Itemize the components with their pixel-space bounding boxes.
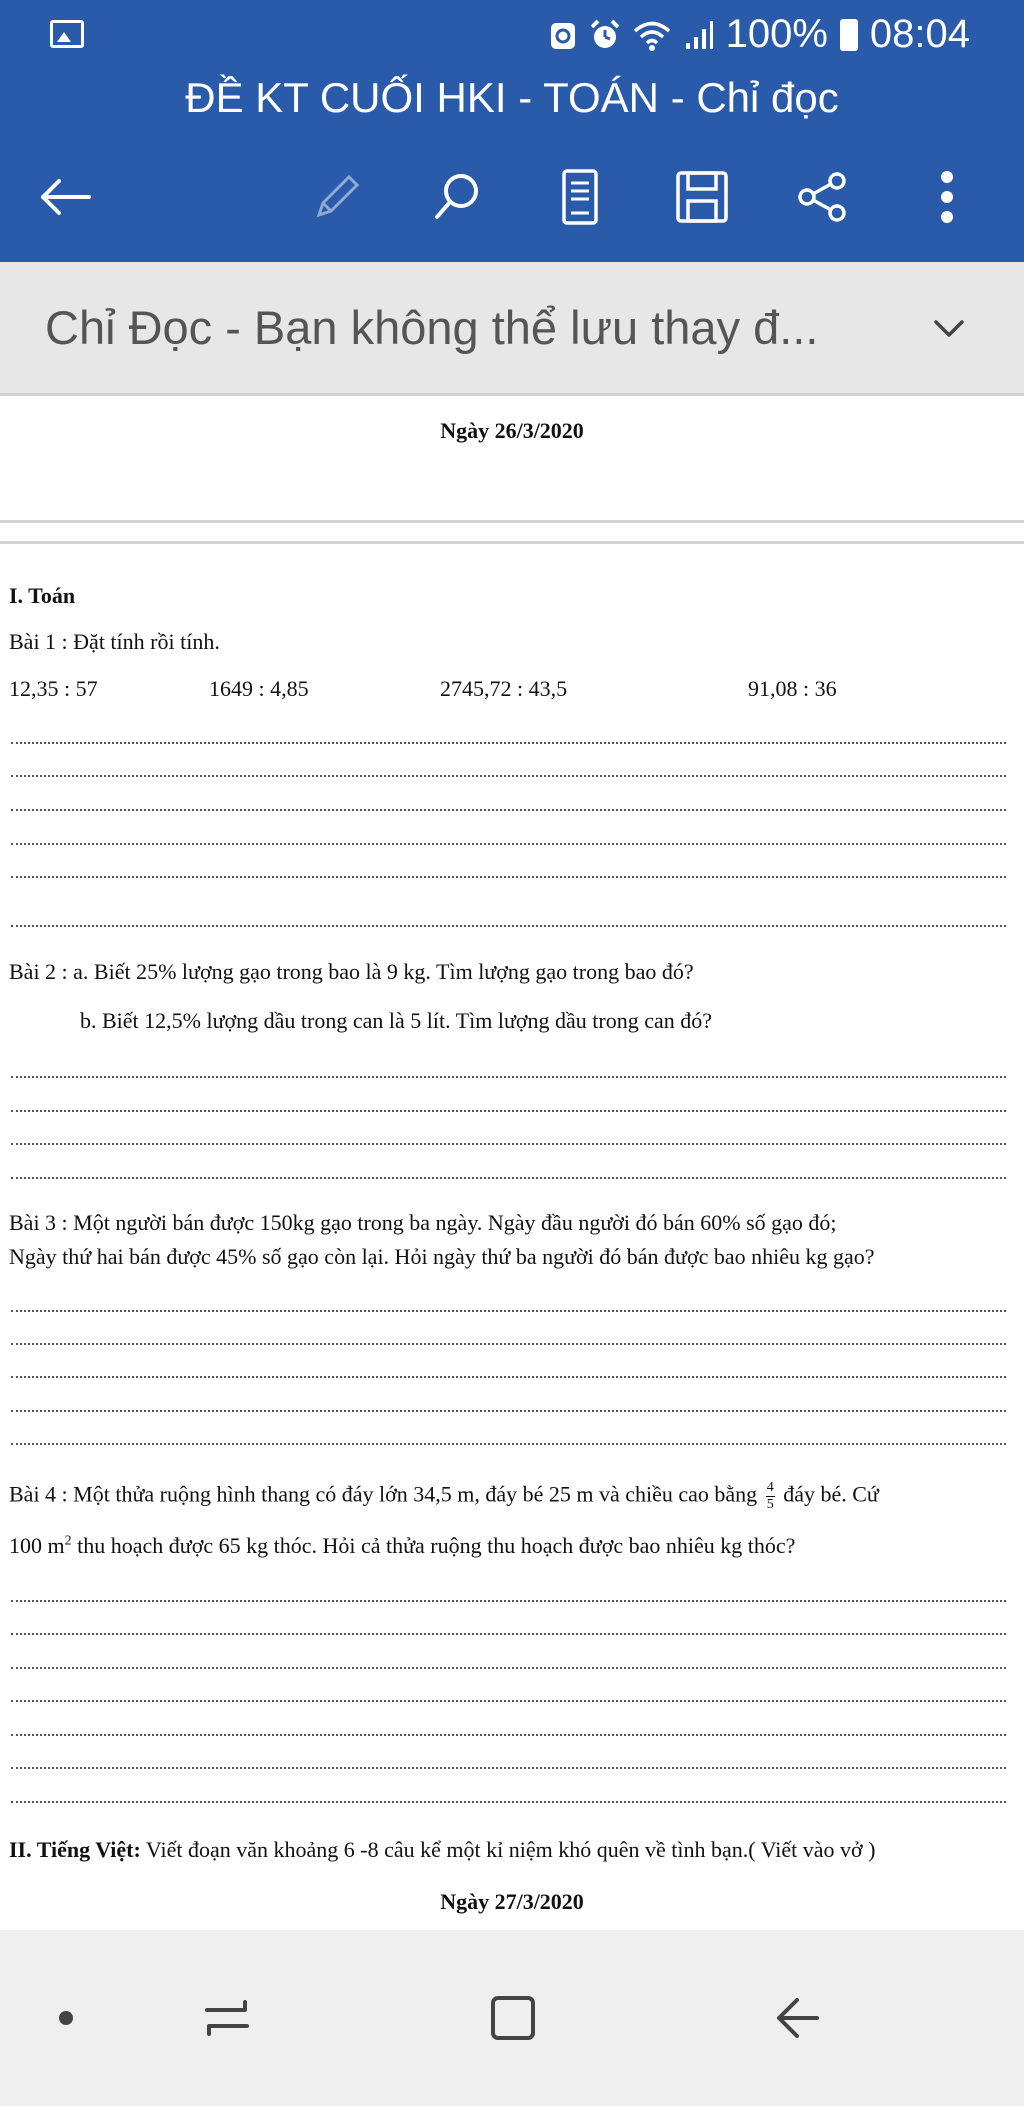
answer-line	[11, 775, 1006, 777]
bai4-line2-pre: 100 m	[9, 1533, 65, 1558]
home-icon	[485, 1990, 541, 2046]
back-button[interactable]	[28, 160, 102, 234]
answer-line	[11, 1700, 1006, 1702]
answer-line	[11, 876, 1006, 878]
bai4-line2	[9, 1533, 795, 1559]
document-title: ĐỀ KT CUỐI HKI - TOÁN - Chỉ đọc	[185, 74, 839, 121]
read-only-banner[interactable]	[0, 262, 1024, 396]
bai1-title: Bài 1 : Đặt tính rồi tính.	[9, 629, 220, 654]
answer-line	[11, 1143, 1006, 1145]
more-vert-icon	[937, 167, 957, 227]
alarm-icon	[590, 19, 620, 51]
home-button[interactable]	[463, 1930, 563, 2106]
chevron-down-icon[interactable]	[924, 304, 974, 354]
answer-line	[11, 843, 1006, 845]
fraction-denominator: 5	[766, 1497, 774, 1512]
answer-line	[11, 1310, 1006, 1312]
answer-line	[11, 1633, 1006, 1635]
wifi-icon	[632, 19, 672, 51]
calc-item: 12,35 : 57	[9, 676, 98, 701]
signal-icon	[684, 19, 714, 51]
answer-line	[11, 809, 1006, 811]
recents-button[interactable]	[177, 1930, 277, 2106]
calc-item: 2745,72 : 43,5	[440, 676, 568, 701]
back-icon	[771, 1990, 827, 2046]
share-icon	[793, 167, 853, 227]
answer-line	[11, 742, 1006, 744]
superscript: 2	[64, 1533, 72, 1549]
system-nav-bar	[0, 1930, 1024, 2106]
nav-back-button[interactable]	[749, 1930, 849, 2106]
section-vietnamese-label: II. Tiếng Việt:	[9, 1837, 141, 1862]
answer-line	[11, 1801, 1006, 1803]
answer-line	[11, 1443, 1006, 1445]
battery-percent: 100%	[725, 12, 828, 56]
answer-line	[11, 1600, 1006, 1602]
answer-line	[11, 1667, 1006, 1669]
edit-button[interactable]	[300, 160, 374, 234]
recents-icon	[199, 1990, 255, 2046]
answer-line	[11, 1410, 1006, 1412]
calc-item: 1649 : 4,85	[209, 676, 309, 701]
save-icon	[672, 167, 732, 227]
answer-line	[11, 1076, 1006, 1078]
answer-line	[11, 1177, 1006, 1179]
bai4-line1-pre: Bài 4 : Một thửa ruộng hình thang có đáy lớn 34,5 m, đáy bé 25 m và chiều cao bằng	[9, 1481, 758, 1507]
bai4-line1-post: đáy bé. Cứ	[783, 1481, 879, 1507]
section-math-heading: I. Toán	[9, 583, 76, 608]
toolbar	[0, 160, 1024, 234]
reading-mode-icon	[552, 167, 608, 227]
more-options-button[interactable]	[910, 160, 984, 234]
bai4-line1	[9, 1480, 879, 1513]
banner-text: Chỉ Đọc - Bạn không thể lưu thay đ...	[45, 301, 819, 354]
answer-line	[11, 925, 1006, 927]
fraction-numerator: 4	[766, 1480, 774, 1495]
app-bar	[0, 0, 1024, 262]
dot-icon	[56, 2008, 76, 2028]
save-button[interactable]	[665, 160, 739, 234]
bai4-line2-post: thu hoạch được 65 kg thóc. Hỏi cả thửa ruộng thu hoạch được bao nhiêu kg thóc?	[71, 1533, 796, 1558]
date-bottom: Ngày 27/3/2020	[440, 1889, 584, 1914]
battery-icon	[840, 19, 858, 51]
date-top: Ngày 26/3/2020	[440, 418, 584, 443]
bai3-line2: Ngày thứ hai bán được 45% số gạo còn lại. Hỏi ngày thứ ba người đó bán được bao nhiêu kg gạo?	[9, 1244, 875, 1269]
search-button[interactable]	[420, 160, 494, 234]
pencil-icon	[309, 169, 365, 225]
answer-line	[11, 1376, 1006, 1378]
calc-item: 91,08 : 36	[748, 676, 837, 701]
nav-dot-button[interactable]	[16, 1930, 116, 2106]
answer-line	[11, 1767, 1006, 1769]
answer-line	[11, 1734, 1006, 1736]
answer-line	[11, 1110, 1006, 1112]
status-bar	[0, 0, 1024, 72]
clock: 08:04	[869, 12, 970, 56]
fraction	[766, 1480, 775, 1513]
reading-mode-button[interactable]	[543, 160, 617, 234]
data-saver-icon	[548, 19, 578, 51]
search-icon	[429, 169, 485, 225]
page-break	[0, 520, 1024, 544]
bai2-part-b: b. Biết 12,5% lượng dầu trong can là 5 lít. Tìm lượng dầu trong can đó?	[80, 1008, 713, 1033]
gallery-icon	[50, 20, 84, 48]
back-arrow-icon	[37, 177, 93, 217]
share-button[interactable]	[786, 160, 860, 234]
section-vietnamese	[9, 1837, 875, 1863]
answer-line	[11, 1343, 1006, 1345]
bai3-line1: Bài 3 : Một người bán được 150kg gạo trong ba ngày. Ngày đầu người đó bán 60% số gạo đó;	[9, 1210, 837, 1235]
section-vietnamese-text: Viết đoạn văn khoảng 6 -8 câu kể một kỉ niệm khó quên về tình bạn.( Viết vào vở )	[140, 1837, 876, 1862]
bai2-part-a: Bài 2 : a. Biết 25% lượng gạo trong bao là 9 kg. Tìm lượng gạo trong bao đó?	[9, 959, 694, 984]
